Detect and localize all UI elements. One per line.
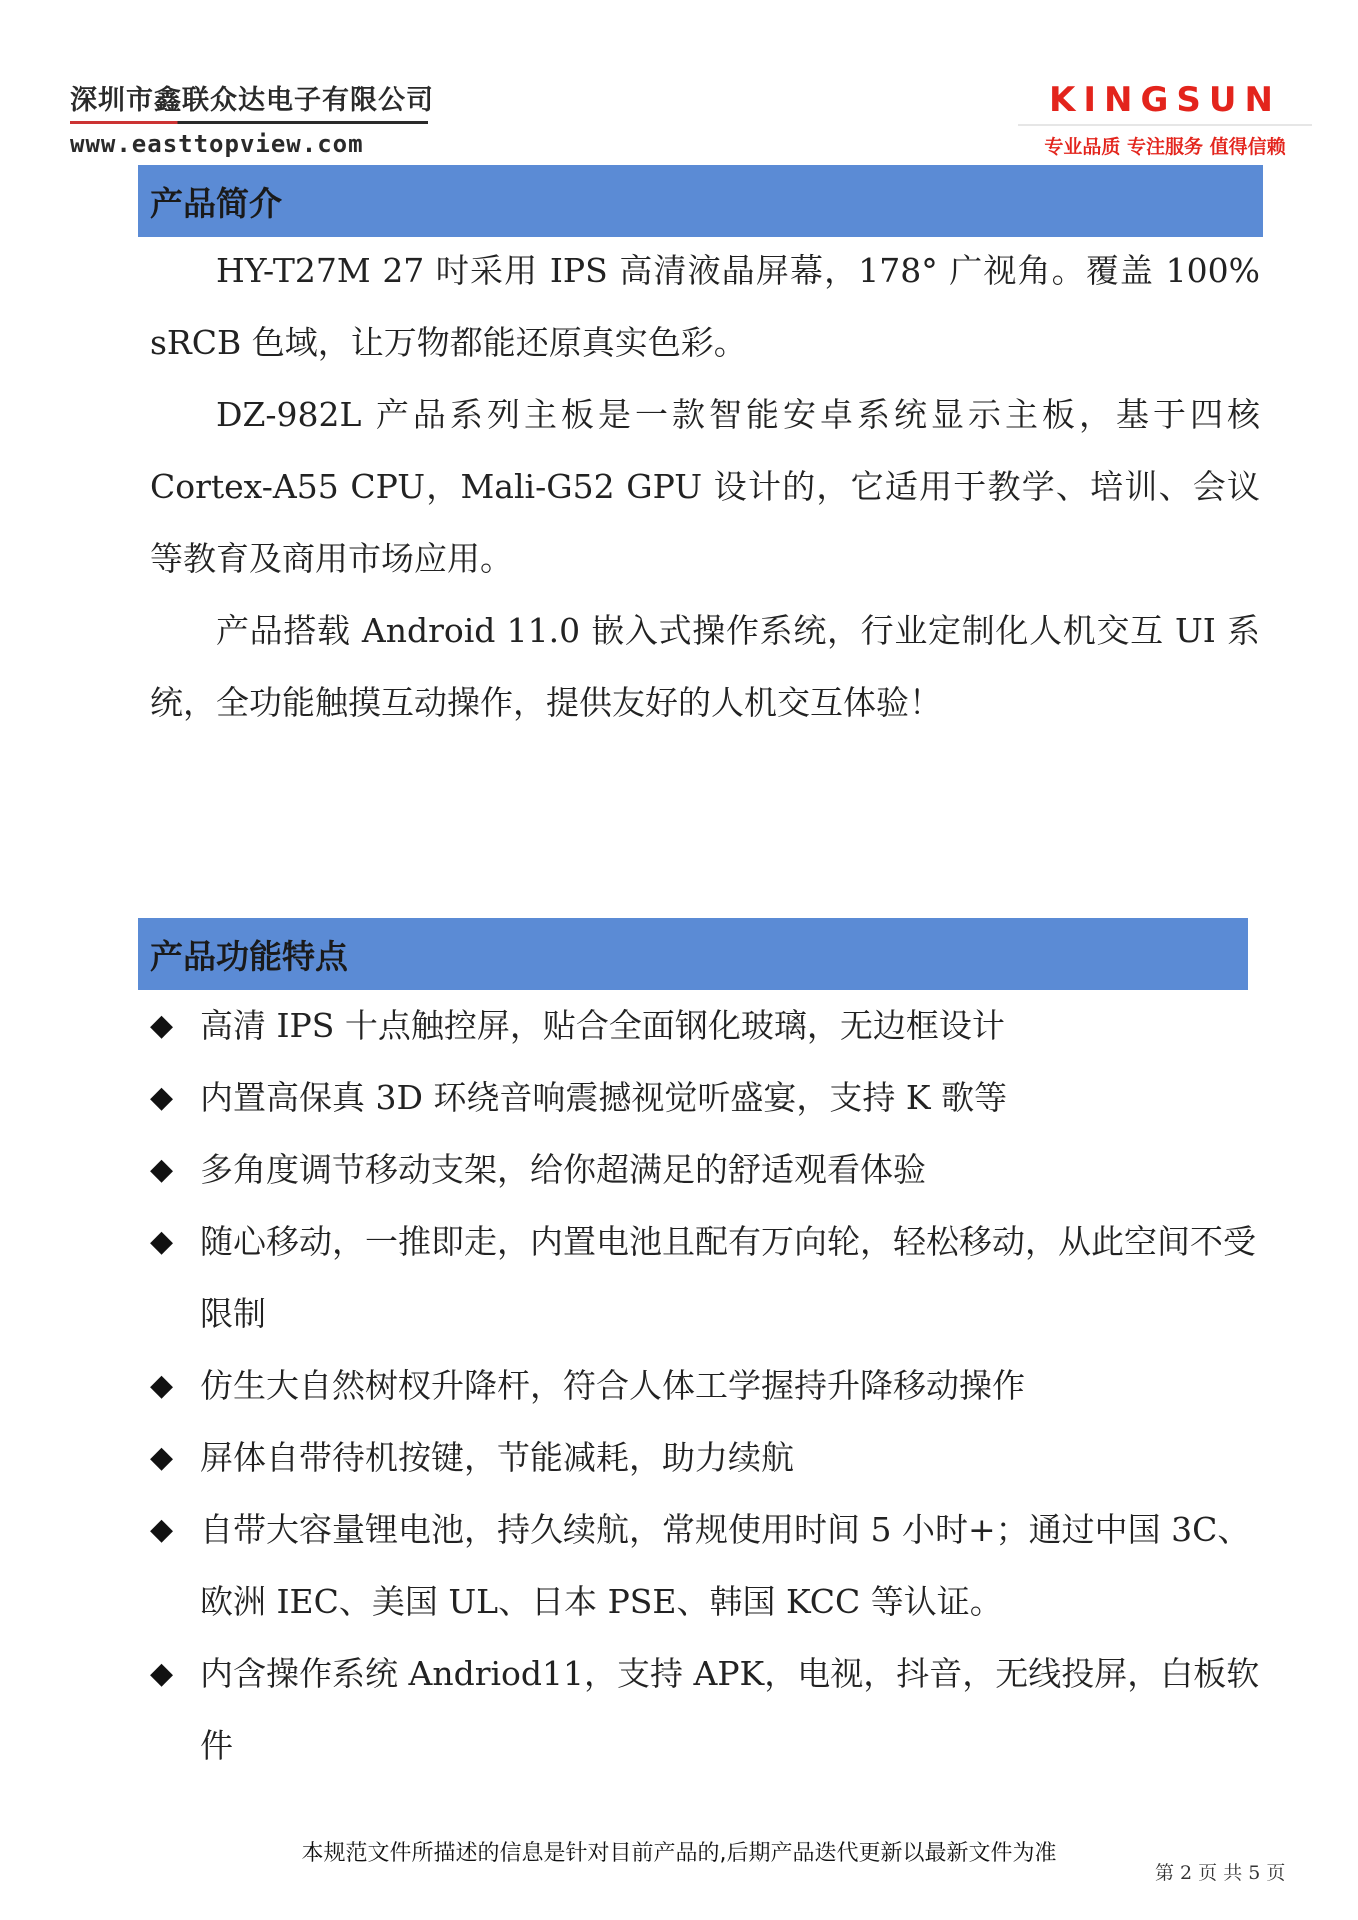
feature-item xyxy=(150,1206,1260,1350)
feature-text: 内含操作系统 Andriod11，支持 APK，电视，抖音，无线投屏，白板软件 xyxy=(200,1654,1260,1765)
page-number: 第 2 页 共 5 页 xyxy=(1155,1862,1286,1884)
brand-logo: KINGSUN xyxy=(1049,80,1281,120)
feature-text: 内置高保真 3D 环绕音响震撼视觉听盛宴，支持 K 歌等 xyxy=(200,1078,1008,1117)
diamond-bullet-icon: ◆ xyxy=(150,1440,174,1475)
diamond-bullet-icon: ◆ xyxy=(150,1512,174,1547)
feature-item xyxy=(150,1350,1260,1422)
feature-text: 多角度调节移动支架，给你超满足的舒适观看体验 xyxy=(200,1150,926,1189)
diamond-bullet-icon: ◆ xyxy=(150,1080,174,1115)
feature-item xyxy=(150,1494,1260,1638)
brand-slogan: 专业品质 专注服务 值得信赖 xyxy=(1044,136,1286,158)
feature-item xyxy=(150,1422,1260,1494)
feature-text: 高清 IPS 十点触控屏，贴合全面钢化玻璃，无边框设计 xyxy=(200,1006,1005,1045)
company-header xyxy=(70,78,434,158)
diamond-bullet-icon: ◆ xyxy=(150,1008,174,1043)
feature-item xyxy=(150,990,1260,1062)
diamond-bullet-icon: ◆ xyxy=(150,1152,174,1187)
diamond-bullet-icon: ◆ xyxy=(150,1368,174,1403)
brand-header xyxy=(1010,80,1320,159)
diamond-bullet-icon: ◆ xyxy=(150,1656,174,1691)
feature-text: 仿生大自然树杈升降杆，符合人体工学握持升降移动操作 xyxy=(200,1366,1025,1405)
diamond-bullet-icon: ◆ xyxy=(150,1224,174,1259)
feature-item xyxy=(150,1062,1260,1134)
footer-disclaimer: 本规范文件所描述的信息是针对目前产品的,后期产品迭代更新以最新文件为准 xyxy=(301,1841,1057,1866)
intro-section-title: 产品简介 xyxy=(150,183,282,223)
intro-section-header xyxy=(138,165,1263,237)
header-divider xyxy=(70,121,428,124)
feature-text: 自带大容量锂电池，持久续航，常规使用时间 5 小时+；通过中国 3C、欧洲 IEC、美国 UL、日本 PSE、韩国 KCC 等认证。 xyxy=(200,1510,1251,1621)
intro-paragraph: DZ-982L 产品系列主板是一款智能安卓系统显示主板，基于四核 Cortex-A55 CPU，Mali-G52 GPU 设计的，它适用于教学、培训、会议等教育及商用市场应用。 xyxy=(150,395,1260,578)
feature-item xyxy=(150,1638,1260,1782)
company-website: www.easttopview.com xyxy=(70,130,364,158)
feature-text: 随心移动，一推即走，内置电池且配有万向轮，轻松移动，从此空间不受限制 xyxy=(200,1222,1256,1333)
brand-divider xyxy=(1018,124,1312,126)
feature-list xyxy=(150,990,1260,1782)
feature-item xyxy=(150,1134,1260,1206)
features-section-title: 产品功能特点 xyxy=(150,936,348,976)
features-section-header xyxy=(138,918,1248,990)
feature-text: 屏体自带待机按键，节能减耗，助力续航 xyxy=(200,1438,794,1477)
company-name: 深圳市鑫联众达电子有限公司 xyxy=(70,85,434,116)
intro-paragraph: HY-T27M 27 吋采用 IPS 高清液晶屏幕，178° 广视角。覆盖 100% sRCB 色域，让万物都能还原真实色彩。 xyxy=(150,251,1260,362)
intro-text xyxy=(150,235,1260,739)
intro-paragraph: 产品搭载 Android 11.0 嵌入式操作系统，行业定制化人机交互 UI 系统，全功能触摸互动操作，提供友好的人机交互体验！ xyxy=(150,611,1260,722)
